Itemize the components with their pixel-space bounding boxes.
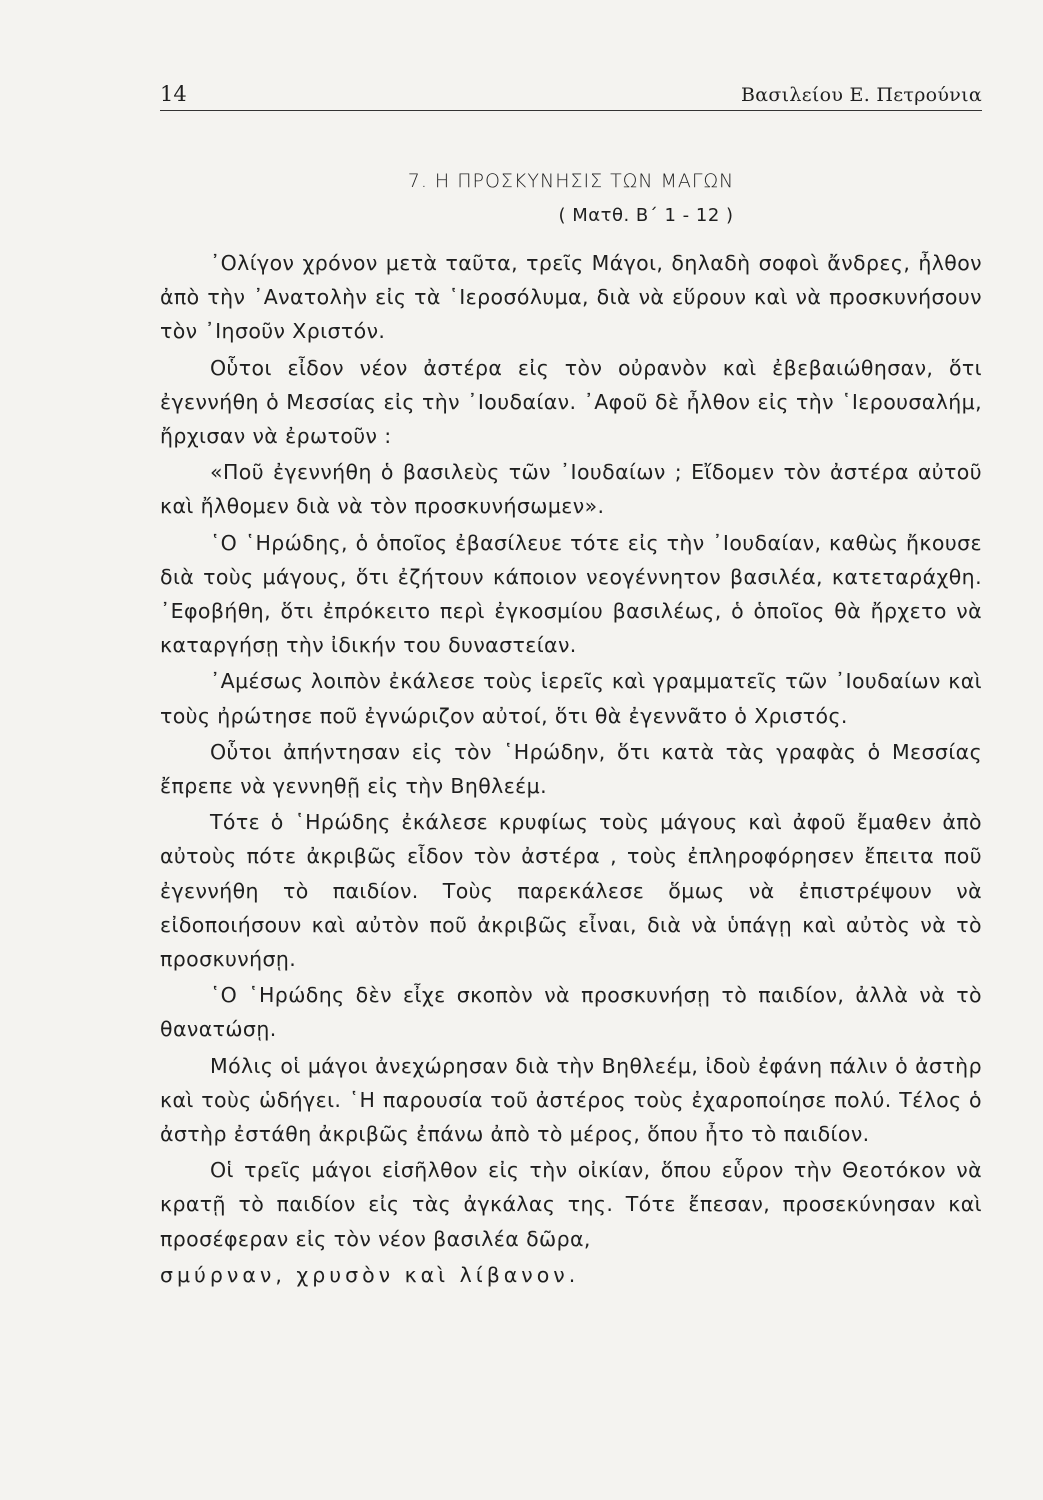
paragraph: ῾Ο ῾Ηρώδης, ὁ ὁποῖος ἐβασίλευε τότε εἰς τὴν ᾿Ιουδαίαν, καθὼς ἤκουσε διὰ τοὺς μάγους, ὅτι ἐζήτουν κάποιον νεογέννητον βασιλέα, κατεταράχθη. ᾿Εφοβήθη, ὅτι ἐπρόκειτο περὶ ἐγκοσμίου βασιλέως, ὁ ὁποῖος θὰ ἤρχετο νὰ καταργήσῃ τὴν ἰδικήν του δυναστείαν.	[160, 530, 982, 658]
running-head: Βασιλείου Ε. Πετρούνια	[740, 84, 982, 106]
paragraph: ῾Ο ῾Ηρώδης δὲν εἶχε σκοπὸν νὰ προσκυνήσῃ τὸ παιδίον, ἀλλὰ νὰ τὸ θανατώσῃ.	[160, 983, 982, 1042]
page-number: 14	[160, 82, 187, 106]
paragraph: «Ποῦ ἐγεννήθη ὁ βασιλεὺς τῶν ᾿Ιουδαίων ; Εἴδομεν τὸν ἀστέρα αὐτοῦ καὶ ἤλθομεν διὰ νὰ τὸν προσκυνήσωμεν».	[160, 460, 982, 519]
paragraph: Οὗτοι εἶδον νέον ἀστέρα εἰς τὸν οὐρανὸν καὶ ἐβεβαιώθησαν, ὅτι ἐγεννήθη ὁ Μεσσίας εἰς τὴν ᾿Ιουδαίαν. ᾿Αφοῦ δὲ ἦλθον εἰς τὴν ῾Ιερουσαλήμ, ἤρχισαν νὰ ἐρωτοῦν :	[160, 355, 982, 449]
closing-line: σμύρναν, χρυσὸν καὶ λίβανον.	[160, 1262, 580, 1287]
section-reference: ( Ματθ. Β΄ 1 - 12 )	[558, 205, 734, 226]
paragraph: Οὗτοι ἀπήντησαν εἰς τὸν ῾Ηρώδην, ὅτι κατὰ τὰς γραφὰς ὁ Μεσσίας ἔπρεπε νὰ γεννηθῇ εἰς τὴν Βηθλεέμ.	[160, 739, 982, 799]
paragraph: Μόλις οἱ μάγοι ἀνεχώρησαν διὰ τὴν Βηθλεέμ, ἰδοὺ ἐφάνη πάλιν ὁ ἀστὴρ καὶ τοὺς ὡδήγει. ῾Η παρουσία τοῦ ἀστέρος τοὺς ἐχαροποίησε πολύ. Τέλος ὁ ἀστὴρ ἐστάθη ἀκριβῶς ἐπάνω ἀπὸ τὸ μέρος, ὅπου ἦτο τὸ παιδίον.	[160, 1053, 982, 1147]
paragraph: Τότε ὁ ῾Ηρώδης ἐκάλεσε κρυφίως τοὺς μάγους καὶ ἀφοῦ ἔμαθεν ἀπὸ αὐτοὺς πότε ἀκριβῶς εἶδον τὸν ἀστέρα , τοὺς ἐπληροφόρησεν ἔπειτα ποῦ ἐγεννήθη τὸ παιδίον. Τοὺς παρεκάλεσε ὅμως νὰ ἐπιστρέψουν νὰ εἰδοποιήσουν καὶ αὐτὸν ποῦ ἀκριβῶς εἶναι, διὰ νὰ ὑπάγῃ καὶ αὐτὸς νὰ τὸ προσκυνήσῃ.	[160, 810, 982, 972]
paragraph: Οἱ τρεῖς μάγοι εἰσῆλθον εἰς τὴν οἰκίαν, ὅπου εὗρον τὴν Θεοτόκον νὰ κρατῇ τὸ παιδίον εἰς τὰς ἀγκάλας της. Τότε ἔπεσαν, προσεκύνησαν καὶ προσέφεραν εἰς τὸν νέον βασιλέα δῶρα,	[160, 1158, 982, 1251]
paragraph: ᾿Ολίγον χρόνον μετὰ ταῦτα, τρεῖς Μάγοι, δηλαδὴ σοφοὶ ἄνδρες, ἦλθον ἀπὸ τὴν ᾿Ανατολὴν εἰς τὰ ῾Ιεροσόλυμα, διὰ νὰ εὕρουν καὶ νὰ προσκυνήσουν τὸν ᾿Ιησοῦν Χριστόν.	[160, 251, 982, 344]
section-title: 7. Η ΠΡΟΣΚΥΝΗΣΙΣ ΤΩΝ ΜΑΓΩΝ	[407, 170, 735, 192]
paragraph: ᾿Αμέσως λοιπὸν ἐκάλεσε τοὺς ἱερεῖς καὶ γραμματεῖς τῶν ᾿Ιουδαίων καὶ τοὺς ἠρώτησε ποῦ ἐγνώριζον αὐτοί, ὅτι θὰ ἐγεννᾶτο ὁ Χριστός.	[160, 669, 982, 728]
body-text	[160, 246, 982, 1294]
page-header	[160, 80, 982, 111]
